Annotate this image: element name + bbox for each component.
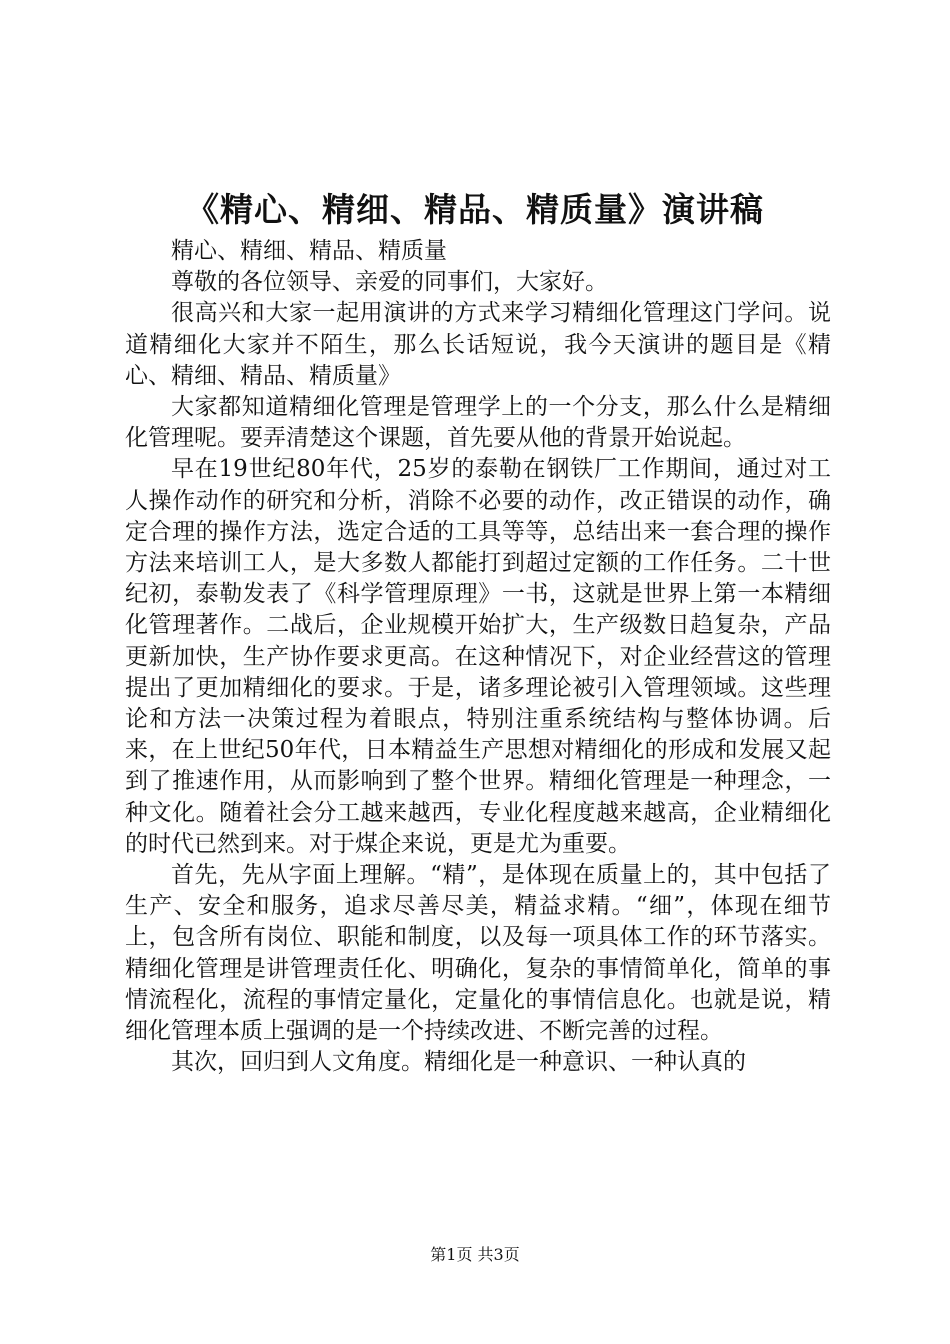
paragraph-first-point: 首先，先从字面上理解。“精”，是体现在质量上的，其中包括了生产、安全和服务，追求尽善尽美，精益求精。“细”，体现在细节上，包含所有岗位、职能和制度，以及每一项具体工作的环节落实。精细化管理是讲管理责任化、明确化，复杂的事情简单化，简单的事情流程化，流程的事情定量化，定量化的事情信息化。也就是说，精细化管理本质上强调的是一个持续改进、不断完善的过程。 bbox=[125, 862, 831, 1045]
page-number-footer: 第1页 共3页 bbox=[430, 1245, 520, 1264]
document-title: 《精心、精细、精品、精质量》演讲稿 bbox=[186, 190, 764, 229]
paragraph-history: 早在19世纪80年代，25岁的泰勒在钢铁厂工作期间，通过对工人操作动作的研究和分析，消除不必要的动作，改正错误的动作，确定合理的操作方法，选定合适的工具等等，总结出来一套合理的操作方法来培训工人，是大多数人都能打到超过定额的工作任务。二十世纪初，泰勒发表了《科学管理原理》一书，这就是世界上第一本精细化管理著作。二战后，企业规模开始扩大，生产级数日趋复杂，产品更新加快，生产协作要求更高。在这种情况下，对企业经营这的管理提出了更加精细化的要求。于是，诸多理论被引入管理领域。这些理论和方法一决策过程为着眼点，特别注重系统结构与整体协调。后来，在上世纪50年代，日本精益生产思想对精细化的形成和发展又起到了推速作用，从而影响到了整个世界。精细化管理是一种理念，一种文化。随着社会分工越来越西，专业化程度越来越高，企业精细化的时代已然到来。对于煤企来说，更是尤为重要。 bbox=[125, 456, 831, 857]
paragraph-second-point: 其次，回归到人文角度。精细化是一种意识、一种认真的 bbox=[171, 1049, 746, 1076]
document-body bbox=[125, 236, 831, 1078]
paragraph-intro: 很高兴和大家一起用演讲的方式来学习精细化管理这门学问。说道精细化大家并不陌生，那么长话短说，我今天演讲的题目是《精心、精细、精品、精质量》 bbox=[125, 300, 831, 389]
paragraph-background: 大家都知道精细化管理是管理学上的一个分支，那么什么是精细化管理呢。要弄清楚这个课题，首先要从他的背景开始说起。 bbox=[125, 394, 831, 452]
paragraph-greeting: 尊敬的各位领导、亲爱的同事们，大家好。 bbox=[171, 269, 608, 296]
paragraph-subtitle: 精心、精细、精品、精质量 bbox=[171, 238, 447, 264]
